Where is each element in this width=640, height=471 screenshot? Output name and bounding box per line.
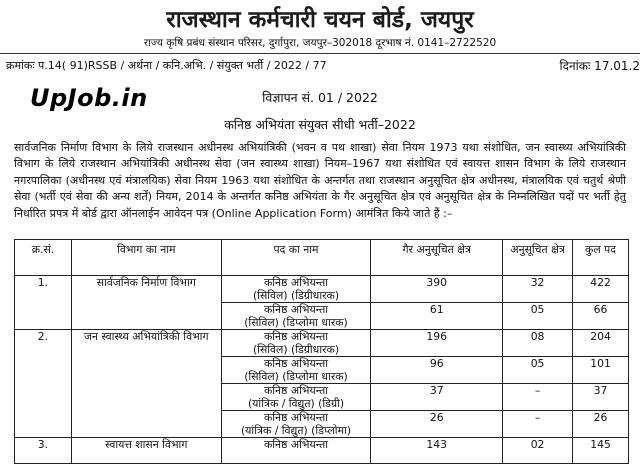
cell-scheduled: – [503, 384, 573, 411]
header-scheduled: अनुसूचित क्षेत्र [503, 240, 573, 276]
header-sno: क्र.सं. [15, 240, 72, 276]
cell-sno: 3. [15, 438, 72, 464]
cell-department: जन स्वास्थ्य अभियांत्रिकी विभाग [71, 330, 221, 438]
cell-scheduled: 32 [503, 276, 573, 303]
cell-non-scheduled: 37 [371, 384, 503, 411]
cell-total: 66 [573, 303, 629, 330]
cell-post: कनिष्ठ अभियन्ता (सिविल) (डिप्लोमा धारक) [221, 303, 371, 330]
cell-non-scheduled: 26 [371, 411, 503, 438]
cell-post: कनिष्ठ अभियन्ता [221, 438, 371, 464]
cell-non-scheduled: 61 [371, 303, 503, 330]
cell-total: 26 [573, 411, 629, 438]
advertisement-title: कनिष्ठ अभियंता संयुक्त सीधी भर्ती–2022 [224, 117, 416, 132]
cell-non-scheduled: 143 [371, 438, 503, 464]
reference-number: क्रमांकः प.14( 91)RSSB / अर्थना / कनि.अभि. / संयुक्त भर्ती / 2022 / 77 [6, 59, 327, 72]
cell-post: कनिष्ठ अभियन्ता (यांत्रिक / विद्युत) (डिग्री) [221, 384, 371, 411]
cell-department: स्वायत्त शासन विभाग [71, 438, 221, 464]
cell-non-scheduled: 196 [371, 330, 503, 357]
table-row [15, 330, 629, 357]
cell-non-scheduled: 96 [371, 357, 503, 384]
cell-total: 145 [573, 438, 629, 464]
cell-post: कनिष्ठ अभियन्ता (सिविल) (डिग्रीधारक) [221, 330, 371, 357]
cell-sno: 2. [15, 330, 72, 438]
board-title: राजस्थान कर्मचारी चयन बोर्ड, जयपुर [166, 7, 474, 33]
cell-scheduled: 02 [503, 438, 573, 464]
cell-scheduled: 08 [503, 330, 573, 357]
cell-scheduled: 05 [503, 303, 573, 330]
cell-post: कनिष्ठ अभियन्ता (सिविल) (डिग्रीधारक) [221, 276, 371, 303]
posts-table [14, 239, 629, 464]
cell-post: कनिष्ठ अभियन्ता (यांत्रिक / विद्युत) (डिप्लोमा) [221, 411, 371, 438]
intro-paragraph: सार्वजनिक निर्माण विभाग के लिये राजस्थान अधीनस्थ अभियांत्रिकी (भवन व पथ शाखा) सेवा नियम 1973 यथा संशोधित, जन स्वास्थ्य अभियांत्रिकी विभाग के लिये राजस्थान अभियांत्रिकी अधीनस्थ सेवा (जन स्वास्थ्य शाखा) नियम–1967 यथा संशोधित एवं स्वायत्त शासन विभाग के लिये राजस्थान नगरपालिका (अधीनस्थ एवं मंत्रालयिक) सेवा नियम 1963 यथा संशोधित के अन्तर्गत तथा राजस्थान अनुसूचित क्षेत्र अधीनस्थ, मंत्रालयिक एवं चतुर्थ श्रेणी सेवा (भर्ती एवं सेवा की अन्य शर्तें) नियम, 2014 के अन्तर्गत कनिष्ठ अभियंता के गैर अनुसूचित क्षेत्र एवं अनुसूचित क्षेत्र के निम्नलिखित पदों पर भर्ती हेतु निर्धारित प्रपत्र में बोर्ड द्वारा ऑनलाईन आवेदन पत्र (Online Application Form) आमंत्रित किये जाते हैं :– [14, 141, 626, 220]
cell-department: सार्वजनिक निर्माण विभाग [71, 276, 221, 330]
header-divider [0, 53, 640, 54]
header-department: विभाग का नाम [71, 240, 221, 276]
header-non-scheduled: गैर अनुसूचित क्षेत्र [371, 240, 503, 276]
table-row [15, 276, 629, 303]
header-post: पद का नाम [221, 240, 371, 276]
cell-scheduled: 05 [503, 357, 573, 384]
table-row [15, 438, 629, 464]
cell-total: 101 [573, 357, 629, 384]
cell-total: 204 [573, 330, 629, 357]
watermark-text: UpJob.in [30, 84, 148, 112]
advertisement-number: विज्ञापन सं. 01 / 2022 [262, 90, 378, 105]
cell-scheduled: – [503, 411, 573, 438]
header-total: कुल पद [573, 240, 629, 276]
cell-total: 37 [573, 384, 629, 411]
cell-post: कनिष्ठ अभियन्ता (सिविल) (डिप्लोमा धारक) [221, 357, 371, 384]
issue-date: दिनांकः 17.01.2 [559, 59, 640, 73]
table-header-row [15, 240, 629, 276]
board-address: राज्य कृषि प्रबंध संस्थान परिसर, दुर्गापुरा, जयपुर–302018 दूरभाष नं. 0141–2722520 [143, 37, 497, 49]
cell-non-scheduled: 390 [371, 276, 503, 303]
cell-sno: 1. [15, 276, 72, 330]
cell-total: 422 [573, 276, 629, 303]
